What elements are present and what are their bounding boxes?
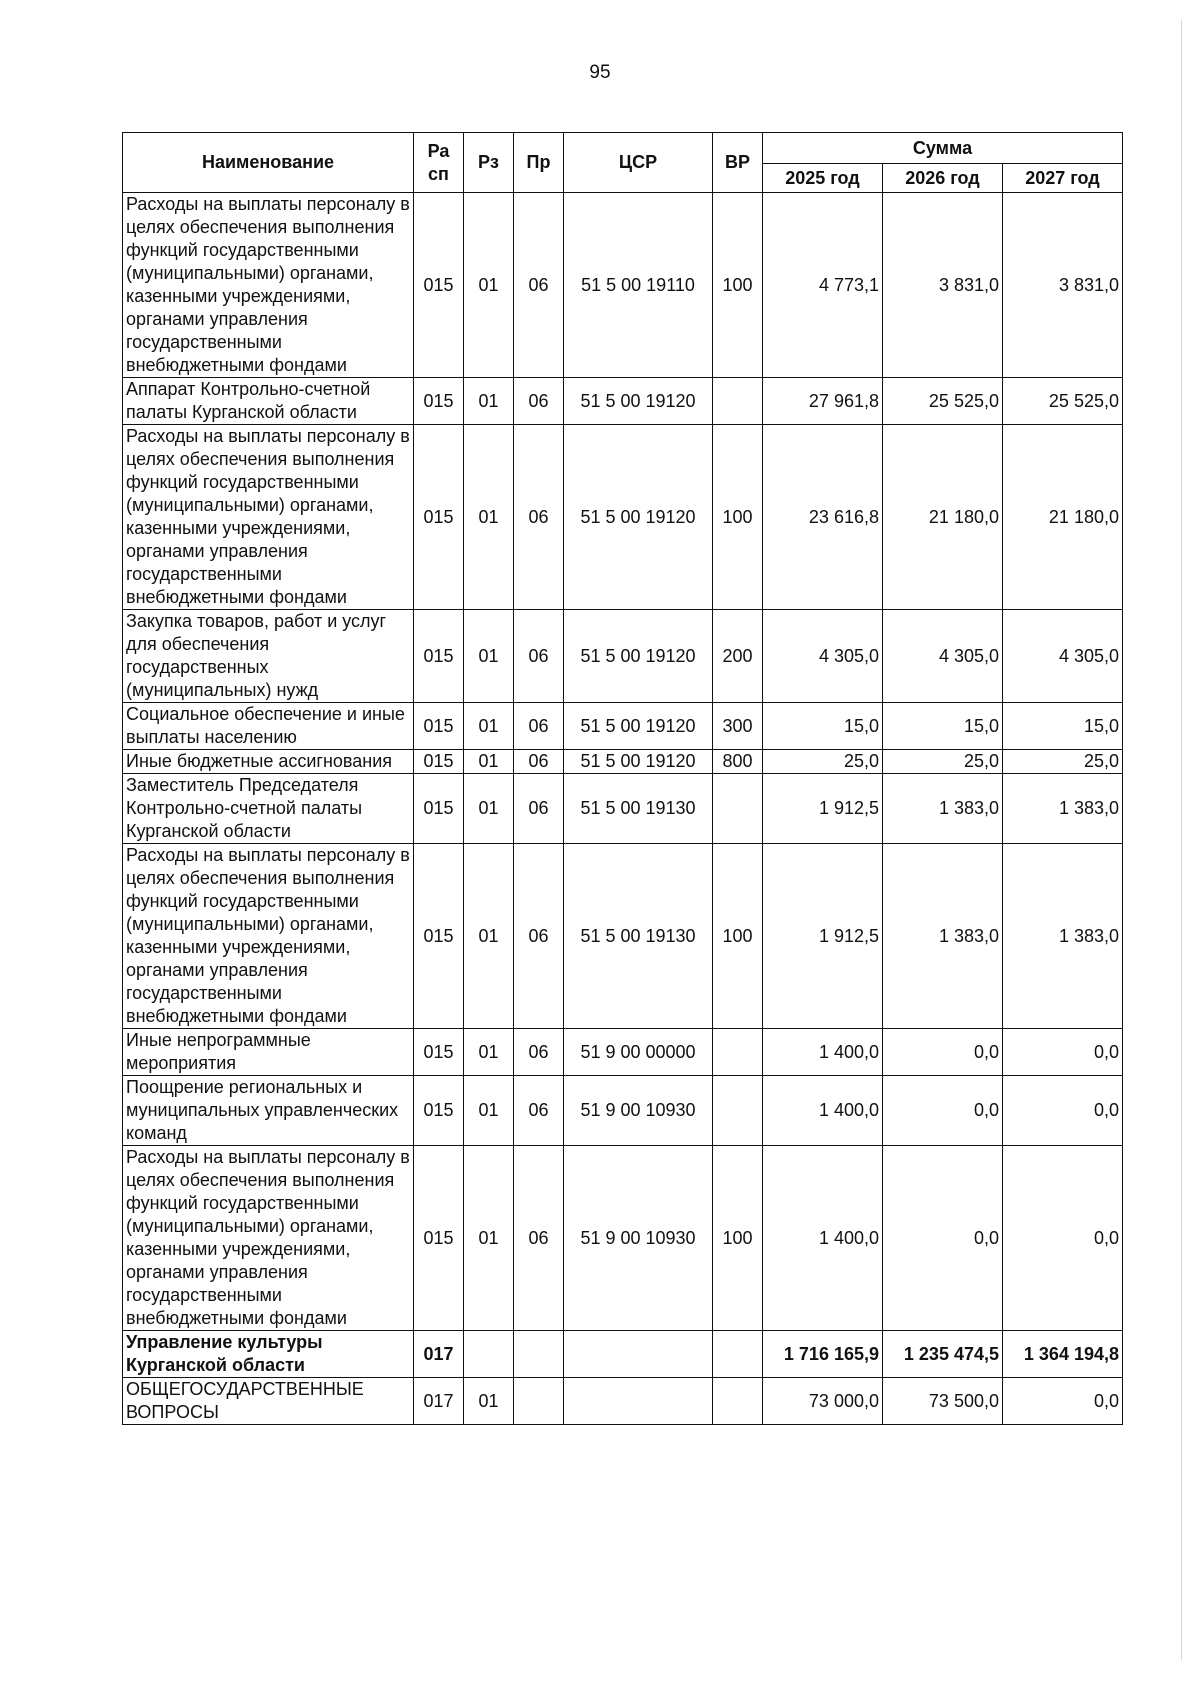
cell-vr (713, 1076, 763, 1146)
cell-sum-2025: 15,0 (763, 703, 883, 750)
cell-name: Управление культуры Курганской области (123, 1331, 414, 1378)
cell-rasp: 015 (414, 750, 464, 774)
cell-csr: 51 5 00 19120 (564, 378, 713, 425)
cell-sum-2027: 4 305,0 (1003, 610, 1123, 703)
table-row (123, 378, 1123, 425)
cell-rasp: 015 (414, 378, 464, 425)
cell-name: Заместитель Председателя Контрольно-счетной палаты Курганской области (123, 774, 414, 844)
cell-csr: 51 9 00 10930 (564, 1146, 713, 1331)
cell-rasp: 015 (414, 610, 464, 703)
cell-rasp: 015 (414, 1029, 464, 1076)
cell-sum-2025: 1 912,5 (763, 774, 883, 844)
cell-pr: 06 (514, 1029, 564, 1076)
cell-pr (514, 1378, 564, 1425)
cell-pr: 06 (514, 774, 564, 844)
cell-rz: 01 (464, 378, 514, 425)
cell-rz: 01 (464, 750, 514, 774)
budget-table (122, 132, 1123, 1425)
table-row (123, 703, 1123, 750)
cell-sum-2026: 21 180,0 (883, 425, 1003, 610)
cell-csr: 51 9 00 00000 (564, 1029, 713, 1076)
cell-sum-2025: 1 400,0 (763, 1146, 883, 1331)
cell-pr: 06 (514, 1076, 564, 1146)
cell-sum-2026: 4 305,0 (883, 610, 1003, 703)
table-row (123, 774, 1123, 844)
cell-name: Иные непрограммные мероприятия (123, 1029, 414, 1076)
cell-sum-2027: 1 383,0 (1003, 774, 1123, 844)
cell-pr: 06 (514, 193, 564, 378)
header-pr: Пр (514, 133, 564, 193)
scan-edge-line (1181, 20, 1182, 1660)
table-row (123, 750, 1123, 774)
header-csr: ЦСР (564, 133, 713, 193)
cell-sum-2026: 0,0 (883, 1146, 1003, 1331)
cell-rz: 01 (464, 1076, 514, 1146)
cell-rasp: 015 (414, 193, 464, 378)
cell-sum-2027: 15,0 (1003, 703, 1123, 750)
cell-pr: 06 (514, 610, 564, 703)
cell-sum-2025: 1 400,0 (763, 1029, 883, 1076)
cell-sum-2027: 25 525,0 (1003, 378, 1123, 425)
cell-vr (713, 1378, 763, 1425)
cell-vr: 100 (713, 425, 763, 610)
cell-sum-2027: 0,0 (1003, 1378, 1123, 1425)
cell-sum-2026: 0,0 (883, 1076, 1003, 1146)
cell-sum-2026: 3 831,0 (883, 193, 1003, 378)
cell-sum-2025: 4 305,0 (763, 610, 883, 703)
cell-rasp: 017 (414, 1331, 464, 1378)
cell-pr: 06 (514, 425, 564, 610)
cell-sum-2025: 4 773,1 (763, 193, 883, 378)
cell-sum-2027: 25,0 (1003, 750, 1123, 774)
header-sum: Сумма (763, 133, 1123, 164)
cell-vr (713, 378, 763, 425)
cell-name: Расходы на выплаты персоналу в целях обеспечения выполнения функций государственными (муниципальными) органами, казенными учреждениями, органами управления государственными внебюджетными фондами (123, 193, 414, 378)
cell-csr (564, 1331, 713, 1378)
cell-name: Расходы на выплаты персоналу в целях обеспечения выполнения функций государственными (муниципальными) органами, казенными учреждениями, органами управления государственными внебюджетными фондами (123, 425, 414, 610)
table-row (123, 610, 1123, 703)
cell-vr (713, 1331, 763, 1378)
cell-name: Расходы на выплаты персоналу в целях обеспечения выполнения функций государственными (муниципальными) органами, казенными учреждениями, органами управления государственными внебюджетными фондами (123, 1146, 414, 1331)
cell-csr: 51 5 00 19120 (564, 703, 713, 750)
cell-csr: 51 5 00 19120 (564, 750, 713, 774)
cell-sum-2026: 15,0 (883, 703, 1003, 750)
cell-sum-2026: 0,0 (883, 1029, 1003, 1076)
cell-pr: 06 (514, 844, 564, 1029)
cell-rasp: 015 (414, 1076, 464, 1146)
header-rz: Рз (464, 133, 514, 193)
cell-csr: 51 5 00 19130 (564, 774, 713, 844)
table-row (123, 1378, 1123, 1425)
cell-pr: 06 (514, 703, 564, 750)
cell-sum-2027: 0,0 (1003, 1146, 1123, 1331)
cell-name: Закупка товаров, работ и услуг для обеспечения государственных (муниципальных) нужд (123, 610, 414, 703)
cell-sum-2025: 1 400,0 (763, 1076, 883, 1146)
table-row (123, 1146, 1123, 1331)
cell-sum-2026: 25,0 (883, 750, 1003, 774)
cell-vr: 100 (713, 193, 763, 378)
header-rasp: Ра сп (414, 133, 464, 193)
cell-vr: 100 (713, 1146, 763, 1331)
cell-sum-2026: 73 500,0 (883, 1378, 1003, 1425)
header-name: Наименование (123, 133, 414, 193)
table-row (123, 1076, 1123, 1146)
cell-sum-2027: 0,0 (1003, 1076, 1123, 1146)
page-number: 95 (589, 62, 611, 83)
cell-csr: 51 5 00 19120 (564, 610, 713, 703)
header-year-2026: 2026 год (883, 164, 1003, 193)
cell-sum-2026: 1 383,0 (883, 844, 1003, 1029)
table-row (123, 1331, 1123, 1378)
header-vr: ВР (713, 133, 763, 193)
cell-rasp: 015 (414, 425, 464, 610)
cell-name: Расходы на выплаты персоналу в целях обеспечения выполнения функций государственными (муниципальными) органами, казенными учреждениями, органами управления государственными внебюджетными фондами (123, 844, 414, 1029)
cell-pr: 06 (514, 1146, 564, 1331)
cell-csr (564, 1378, 713, 1425)
cell-sum-2025: 73 000,0 (763, 1378, 883, 1425)
cell-rasp: 017 (414, 1378, 464, 1425)
table-body (123, 193, 1123, 1425)
cell-csr: 51 5 00 19120 (564, 425, 713, 610)
header-year-2027: 2027 год (1003, 164, 1123, 193)
cell-pr: 06 (514, 750, 564, 774)
cell-vr: 100 (713, 844, 763, 1029)
cell-vr: 300 (713, 703, 763, 750)
header-year-2025: 2025 год (763, 164, 883, 193)
cell-name: Социальное обеспечение и иные выплаты населению (123, 703, 414, 750)
cell-rz: 01 (464, 425, 514, 610)
cell-rz: 01 (464, 774, 514, 844)
cell-rasp: 015 (414, 774, 464, 844)
cell-rz: 01 (464, 1146, 514, 1331)
cell-rasp: 015 (414, 844, 464, 1029)
cell-sum-2025: 1 716 165,9 (763, 1331, 883, 1378)
cell-sum-2027: 1 364 194,8 (1003, 1331, 1123, 1378)
cell-csr: 51 5 00 19110 (564, 193, 713, 378)
table-row (123, 1029, 1123, 1076)
cell-sum-2027: 0,0 (1003, 1029, 1123, 1076)
cell-sum-2027: 3 831,0 (1003, 193, 1123, 378)
table-row (123, 425, 1123, 610)
cell-sum-2025: 27 961,8 (763, 378, 883, 425)
table-row (123, 844, 1123, 1029)
cell-rz: 01 (464, 703, 514, 750)
cell-sum-2026: 25 525,0 (883, 378, 1003, 425)
cell-name: ОБЩЕГОСУДАРСТВЕННЫЕ ВОПРОСЫ (123, 1378, 414, 1425)
cell-vr: 800 (713, 750, 763, 774)
cell-rz (464, 1331, 514, 1378)
cell-rz: 01 (464, 1378, 514, 1425)
cell-csr: 51 9 00 10930 (564, 1076, 713, 1146)
cell-csr: 51 5 00 19130 (564, 844, 713, 1029)
cell-rz: 01 (464, 193, 514, 378)
cell-name: Поощрение региональных и муниципальных управленческих команд (123, 1076, 414, 1146)
cell-sum-2027: 1 383,0 (1003, 844, 1123, 1029)
cell-vr: 200 (713, 610, 763, 703)
cell-sum-2025: 23 616,8 (763, 425, 883, 610)
cell-sum-2027: 21 180,0 (1003, 425, 1123, 610)
table-row (123, 193, 1123, 378)
cell-sum-2025: 25,0 (763, 750, 883, 774)
cell-rz: 01 (464, 844, 514, 1029)
cell-rz: 01 (464, 1029, 514, 1076)
cell-rasp: 015 (414, 1146, 464, 1331)
cell-rasp: 015 (414, 703, 464, 750)
cell-pr (514, 1331, 564, 1378)
cell-sum-2026: 1 235 474,5 (883, 1331, 1003, 1378)
cell-sum-2025: 1 912,5 (763, 844, 883, 1029)
cell-name: Аппарат Контрольно-счетной палаты Курганской области (123, 378, 414, 425)
cell-rz: 01 (464, 610, 514, 703)
cell-name: Иные бюджетные ассигнования (123, 750, 414, 774)
cell-pr: 06 (514, 378, 564, 425)
cell-vr (713, 1029, 763, 1076)
cell-sum-2026: 1 383,0 (883, 774, 1003, 844)
cell-vr (713, 774, 763, 844)
